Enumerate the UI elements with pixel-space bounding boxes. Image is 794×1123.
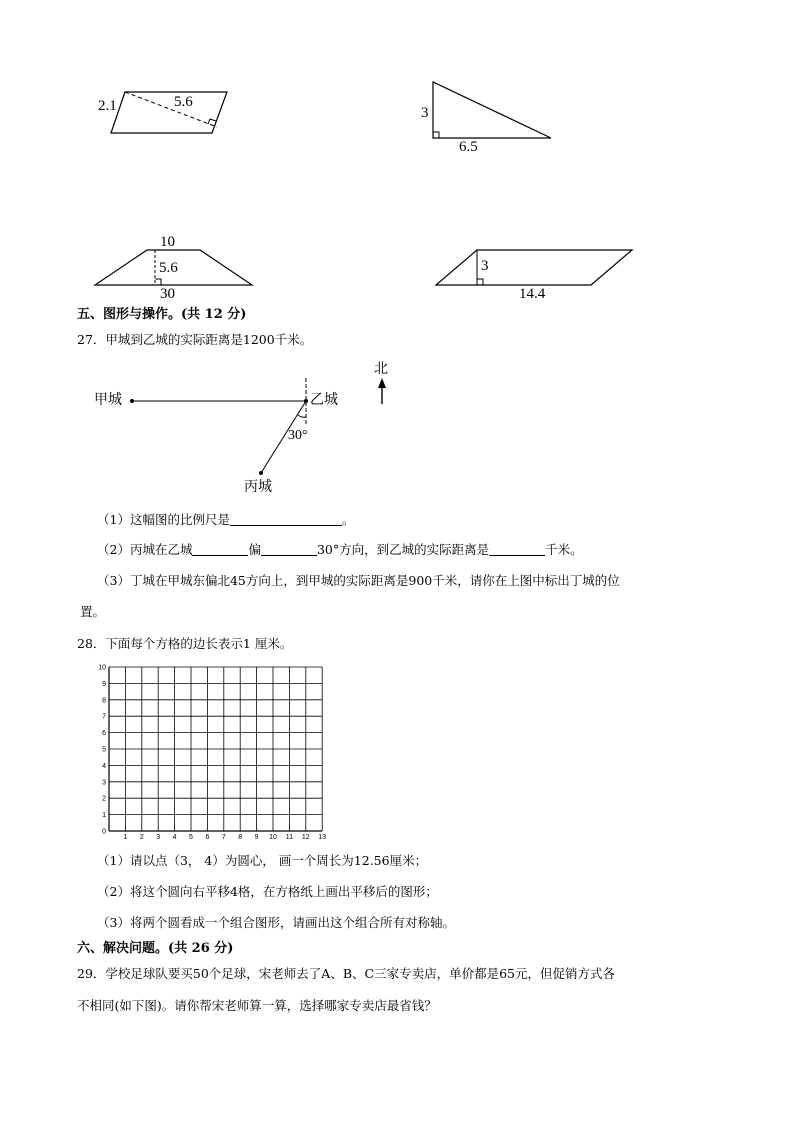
q28-sub2: （2）将这个圆向右平移4格，在方格纸上画出平移后的图形； [97,884,438,899]
x-tick-label: 8 [238,834,243,841]
y-tick-label: 3 [102,779,106,787]
q27-sub3-line1: （3）丁城在甲城东偏北45方向上，到甲城的实际距离是900千米，请你在上图中标出丁城的位 [97,573,620,588]
y-tick-label: 6 [102,730,106,738]
trapezoid-height-label: 5.6 [159,260,178,276]
y-tick-label: 1 [102,812,106,820]
x-tick-label: 2 [139,834,144,841]
x-tick-label: 11 [285,834,294,841]
parallelogram-2 [436,250,632,285]
x-tick-label: 9 [254,834,259,841]
x-tick-label: 5 [189,834,193,841]
q27-direction-blank-2[interactable] [261,544,317,556]
triangle-base-label: 6.5 [459,139,478,155]
city-c-label: 丙城 [244,479,272,495]
trapezoid-top-label: 10 [160,234,175,250]
x-tick-label: 4 [172,834,177,841]
triangle-height-label: 3 [421,105,429,121]
q27-distance-blank[interactable] [489,544,545,556]
y-tick-label: 4 [102,762,106,770]
q29-line2: 不相同(如下图)。请你帮宋老师算一算，选择哪家专卖店最省钱？ [77,998,437,1013]
point-city-a [130,399,134,403]
q27-stem: 27．甲城到乙城的实际距离是1200千米。 [77,332,313,347]
q27-sub2 [97,544,583,557]
north-arrow-head [378,378,386,388]
q27-sub3-line2: 置。 [80,604,106,619]
q27-sub2-p1: （2）丙城在乙城 [97,542,193,557]
y-tick-label: 2 [102,795,106,803]
q27-sub2-p3: 30°方向，到乙城的实际距离是 [316,542,490,557]
x-tick-label: 7 [221,834,226,841]
parallelogram-1-height-line [125,92,217,127]
north-label: 北 [374,361,388,377]
q28-stem: 28．下面每个方格的边长表示1 厘米。 [77,636,293,651]
q27-sub1 [97,514,354,527]
q27-sub1-text: （1）这幅图的比例尺是 [97,512,230,527]
trapezoid-right-angle [155,279,161,285]
p2-base-label: 14.4 [519,286,546,302]
parallelogram-1-right-angle [208,119,216,124]
x-tick-label: 10 [269,834,277,841]
coordinate-grid[interactable] [98,665,326,842]
right-triangle [433,82,551,138]
triangle-right-angle [433,132,439,138]
q27-scale-blank[interactable] [230,514,342,526]
x-tick-label: 6 [205,834,210,841]
x-tick-label: 12 [301,834,310,841]
city-a-label: 甲城 [94,392,122,408]
q28-sub1: （1）请以点（3， 4）为圆心， 画一个周长为12.56厘米； [97,853,428,868]
y-tick-label: 8 [102,697,106,705]
x-tick-label: 1 [123,834,128,841]
angle-arc [298,415,306,417]
point-city-c [259,471,263,475]
p2-height-label: 3 [481,258,489,274]
q27-sub2-p2: 偏 [248,542,261,557]
section-6-title: 六、解决问题。(共 26 分) [77,941,234,956]
city-b-label: 乙城 [310,392,338,408]
y-tick-label: 7 [102,713,106,721]
parallelogram-1 [111,92,227,133]
x-tick-label: 3 [156,834,161,841]
q27-direction-blank-1[interactable] [192,544,248,556]
p1-height-label: 5.6 [174,94,193,110]
p1-side-label: 2.1 [98,98,117,114]
y-tick-label: 0 [102,828,106,836]
trapezoid-bottom-label: 30 [160,286,175,302]
x-tick-label: 13 [318,834,327,841]
parallelogram-2-right-angle [477,279,483,285]
q27-sub2-p4: 千米。 [545,542,583,557]
y-tick-label: 5 [102,746,106,754]
section-5-title: 五、图形与操作。(共 12 分) [77,307,247,322]
y-tick-label: 9 [102,680,106,688]
q29-line1: 29．学校足球队要买50个足球，宋老师去了A、B、C三家专卖店，单价都是65元，但促销方式各 [77,966,615,981]
q27-sub1-end: 。 [341,512,355,527]
angle-label: 30° [288,428,308,443]
y-tick-label: 10 [98,664,106,672]
q28-sub3: （3）将两个圆看成一个组合图形，请画出这个组合所有对称轴。 [97,915,455,930]
